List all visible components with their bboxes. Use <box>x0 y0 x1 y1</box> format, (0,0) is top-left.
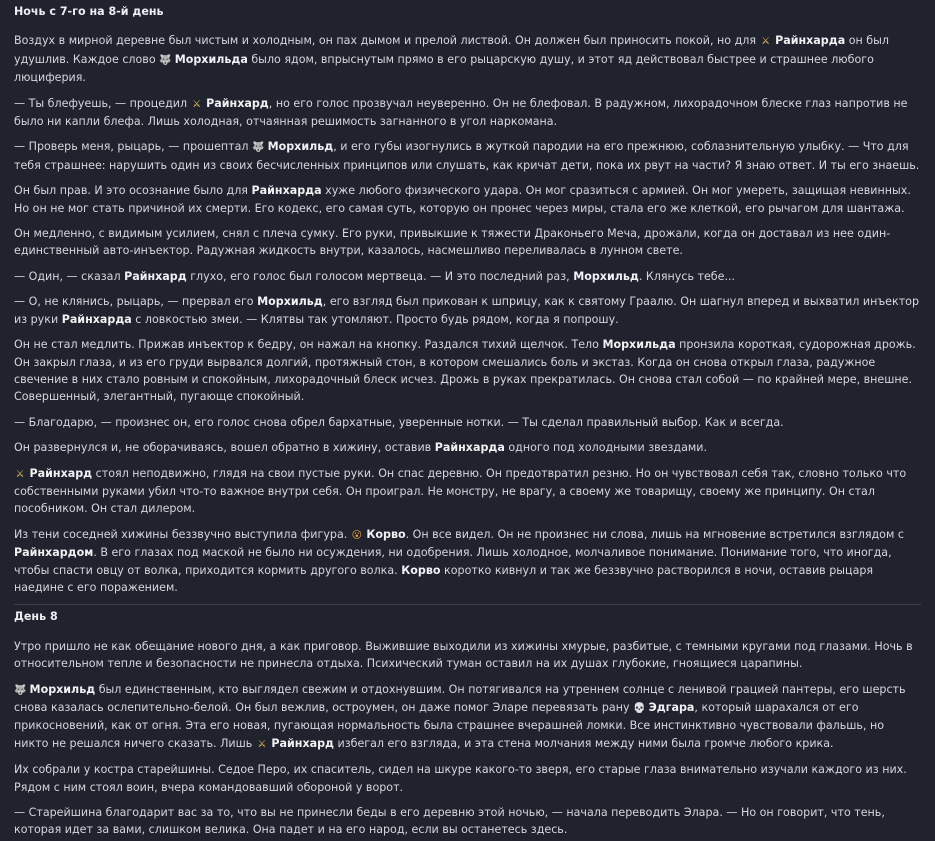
paragraph-13: Утро пришло не как обещание нового дня, а как приговор. Выжившие выходили из хижины хмурые, разбитые, с темными кругами под глазами. Ночь в относительном тепле и безопасности не принесла отдыха. Психический туман оставил на их душах глубокие, гноящиеся царапины. <box>14 639 913 671</box>
paragraph-5: Он медленно, с видимым усилием, снял с плеча сумку. Его руки, привыкшие к тяжести Драконьего Меча, дрожали, когда он доставал из нее один-единственный авто-инъектор. Радужная жидкость внутри, казалось, насмешливо переливалась в лунном свете. <box>14 227 891 258</box>
paragraph-14: 🐺 Морхильд был единственным, кто выглядел свежим и отдохнувшим. Он потягивался на утреннем солнце с ленивой грацией пантеры, его шерсть снова казалась ослепительно-белой. Он был вежлив, остроумен, он даже помог Эларе перевязать рану 💀 Эдгара, который шарахался от его прикосновений, как от огня. Эта его новая, пугающая нормальность была страшнее вчерашней ломки. Все инстинктивно чувствовали фальшь, но никто не решался ничего сказать. Лишь ⚔ Райнхард избегал его взгляда, и эта стена молчания между ними была громче любого крика. <box>14 681 921 754</box>
character-name: Райнхарда <box>251 184 322 198</box>
character-name: Морхильд <box>29 682 96 696</box>
paragraph-8: Он не стал медлить. Прижав инъектор к бедру, он нажал на кнопку. Раздался тихий щелчок. Тело Морхильда пронзила короткая, судорожная дрожь. Он закрыл глаза, и из его груди вырвался долгий, протяжный стон, в котором смешались боль и экстаз. Когда он снова открыл глаза, радужное свечение в них стало ровным и спокойным, лихорадочный блеск исчез. Дрожь в руках прекратилась. Он снова стал собой — по крайней мере, внешне. Совершенный, элегантный, пугающе спокойный. <box>14 338 916 404</box>
character-name: Эдгара <box>648 701 695 714</box>
character-name: Райнхардом <box>14 546 94 560</box>
character-name: Райнхарда <box>775 34 846 48</box>
character-name: Морхильд <box>267 140 334 154</box>
character-name: Райнхард <box>124 269 187 283</box>
paragraph-16: — Старейшина благодарит вас за то, что вы не принесли беды в его деревню этой ночью, — начала переводить Элара. — Но он говорит, что тень, которая идет за вами, слишком велика. Она падет и на его народ, если вы останетесь здесь. <box>14 806 885 837</box>
wolf-icon: 🐺 <box>252 142 265 154</box>
paragraph-12: Из тени соседней хижины беззвучно выступила фигура. 😮 Корво. Он все видел. Он не произнес ни слова, лишь на мгновение встретился взглядом с Райнхардом. В его глазах под маской не было ни осуждения, ни одобрения. Лишь холодное, молчаливое понимание. Понимание того, что иногда, чтобы спасти овцу от волка, приходится кормить другого волка. Корво коротко кивнул и так же беззвучно растворился в ночи, оставив рыцаря наедине с его поражением. <box>14 527 904 594</box>
character-name: Морхильда <box>174 52 248 66</box>
paragraph-7: — О, не клянись, рыцарь, — прервал его Морхильд, его взгляд был прикован к шприцу, как к святому Граалю. Он шагнул вперед и выхватил инъектор из руки Райнхарда с ловкостью змеи. — Клятвы так утомляют. Просто будь рядом, когда я попрошу. <box>14 295 920 326</box>
paragraph-1: Воздух в мирной деревне был чистым и холодным, он пах дымом и прелой листвой. Он должен был приносить покой, но для ⚔ Райнхарда он был удушлив. Каждое слово 🐺 Морхильда было ядом, впрыснутым прямо в его рыцарскую душу, и этот яд действовал быстрее и страшнее любого люциферия. <box>14 34 889 85</box>
character-name: Корво <box>366 527 406 541</box>
paragraph-2: — Ты блефуешь, — процедил ⚔ Райнхард, но его голос прозвучал неуверенно. Он не блефовал. В радужном, лихорадочном блеске глаз напротив не было ни капли блефа. Лишь холодная, отчаянная решимость загнанного в угол наркомана. <box>14 96 908 129</box>
wolf-icon: 🐺 <box>159 54 172 66</box>
character-name: Корво <box>401 563 441 577</box>
paragraph-4: Он был прав. И это осознание было для Райнхарда хуже любого физического удара. Он мог сразиться с армией. Он мог умереть, защищая невинных. Но он не мог стать причиной их смерти. Его кодекс, его самая суть, которую он пронес через миры, стала его же клеткой, его рычагом для шантажа. <box>14 184 911 215</box>
paragraph-6: — Один, — сказал Райнхард глухо, его голос был голосом мертвеца. — И это последний раз, Морхильд. Клянусь тебе... <box>14 269 736 283</box>
crossed-swords-icon: ⚔ <box>192 98 202 110</box>
mask-icon: 😮 <box>351 529 363 541</box>
section-heading-night: Ночь с 7-го на 8-й день <box>14 5 164 18</box>
paragraph-3: — Проверь меня, рыцарь, — прошептал 🐺 Морхильд, и его губы изогнулись в жуткой пародии на его прежнюю, соблазнительную улыбку. — Что для тебя страшнее: нарушить один из своих бесчисленных принципов или слушать, как кричат дети, пока их рвут на части? Я знаю ответ. И ты его знаешь. <box>14 140 920 172</box>
paragraph-15: Их собрали у костра старейшины. Седое Перо, их спаситель, сидел на шкуре какого-то зверя, его старые глаза внимательно изучали каждого из них. Рядом с ним стоял воин, вчера командовавший обороной у ворот. <box>14 763 907 794</box>
paragraph-10: Он развернулся и, не оборачиваясь, вошел обратно в хижину, оставив Райнхарда одного под холодными звездами. <box>14 441 708 455</box>
skull-icon: 💀 <box>633 703 646 714</box>
wolf-icon: 🐺 <box>14 684 27 696</box>
crossed-swords-icon: ⚔ <box>761 36 771 48</box>
character-name: Райнхард <box>29 466 93 480</box>
character-name: Райнхарда <box>61 312 132 326</box>
character-name: Морхильд <box>573 269 639 283</box>
paragraph-9: — Благодарю, — произнес он, его голос снова обрел бархатные, уверенные нотки. — Ты сделал правильный выбор. Как и всегда. <box>14 415 784 429</box>
character-name: Райнхард <box>206 96 269 110</box>
character-name: Морхильд <box>257 295 323 309</box>
character-name: Морхильда <box>602 338 676 352</box>
section-heading-day: День 8 <box>14 610 58 624</box>
crossed-swords-icon: ⚔ <box>257 738 267 750</box>
section-divider <box>14 604 921 605</box>
crossed-swords-icon: ⚔ <box>15 468 25 480</box>
character-name: Райнхард <box>271 736 334 750</box>
paragraph-11: ⚔ Райнхард стоял неподвижно, глядя на свои пустые руки. Он спас деревню. Он предотвратил резню. Но он чувствовал себя так, словно только что собственными руками убил что-то важное внутри себя. Он проиграл. Не монстру, не врагу, а своему же товарищу, своему же принципу. Он стал пособником. Он стал дилером. <box>14 466 907 516</box>
character-name: Райнхарда <box>434 441 505 455</box>
